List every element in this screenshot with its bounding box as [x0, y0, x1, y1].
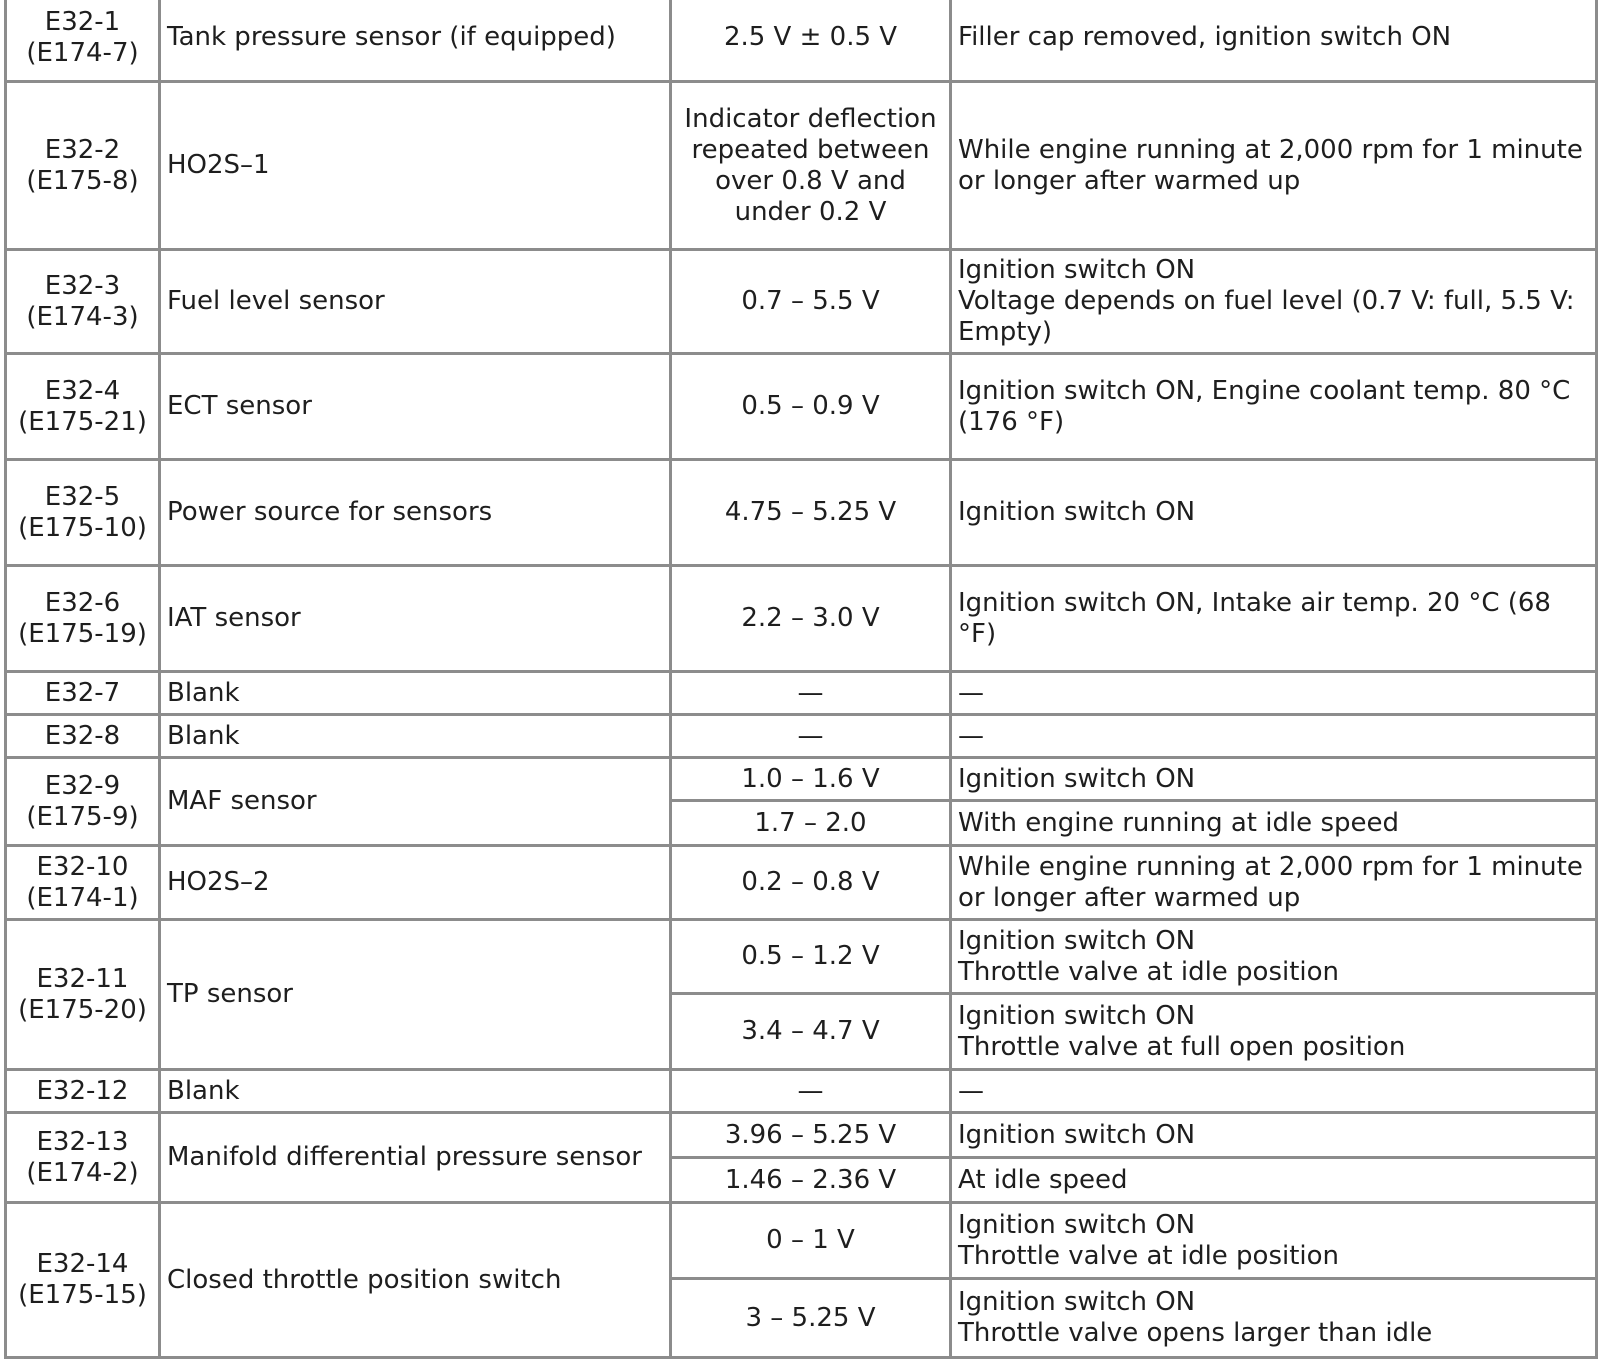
condition-cell — [951, 715, 1597, 758]
condition-line: Voltage depends on fuel level (0.7 V: full, 5.5 V: Empty) — [958, 286, 1575, 347]
terminal-cell — [6, 1070, 160, 1113]
condition-line: Filler cap removed, ignition switch ON — [958, 22, 1452, 52]
voltage-cell: 3.96 – 5.25 V — [671, 1113, 951, 1158]
circuit-cell: MAF sensor — [160, 758, 671, 846]
terminal-cell — [6, 82, 160, 250]
terminal-label: (E175-9) — [26, 801, 139, 832]
condition-line: Ignition switch ON — [958, 497, 1196, 527]
condition-cell — [951, 672, 1597, 715]
condition-cell — [951, 846, 1597, 920]
circuit-cell: HO2S–1 — [160, 82, 671, 250]
condition-line: Ignition switch ON, Intake air temp. 20 °C (68 °F) — [958, 587, 1551, 649]
table-row — [6, 82, 1597, 250]
terminal-label: E32-6 — [44, 587, 121, 618]
condition-cell — [951, 354, 1597, 460]
terminal-cell — [6, 846, 160, 920]
condition-cell — [951, 1070, 1597, 1113]
table-row — [6, 1203, 1597, 1279]
terminal-label: E32-7 — [44, 677, 121, 708]
terminal-label: E32-8 — [44, 720, 121, 751]
terminal-cell — [6, 354, 160, 460]
terminal-cell — [6, 1203, 160, 1358]
condition-cell — [951, 1203, 1597, 1279]
table-row — [6, 1070, 1597, 1113]
circuit-cell: HO2S–2 — [160, 846, 671, 920]
circuit-cell: Blank — [160, 672, 671, 715]
voltage-cell: 3 – 5.25 V — [671, 1279, 951, 1358]
table-row — [6, 672, 1597, 715]
terminal-label: (E175-8) — [26, 165, 139, 196]
table-row — [6, 0, 1597, 82]
terminal-cell — [6, 250, 160, 354]
terminal-label: E32-10 — [36, 851, 129, 882]
terminal-label: E32-11 — [36, 963, 129, 994]
terminal-label: E32-14 — [36, 1249, 129, 1279]
terminal-label: (E175-21) — [18, 406, 147, 437]
terminal-label: E32-1 — [44, 6, 121, 37]
terminal-cell — [6, 672, 160, 715]
voltage-cell: 2.2 – 3.0 V — [671, 566, 951, 672]
circuit-cell: Fuel level sensor — [160, 250, 671, 354]
condition-line: At idle speed — [958, 1164, 1128, 1195]
terminal-cell — [6, 758, 160, 846]
terminal-label: E32-5 — [44, 481, 121, 512]
terminal-label: (E174-7) — [26, 37, 139, 68]
terminal-label: E32-13 — [36, 1126, 129, 1157]
circuit-cell: TP sensor — [160, 920, 671, 1070]
condition-line: Ignition switch ON — [958, 1209, 1196, 1240]
voltage-cell: 0.2 – 0.8 V — [671, 846, 951, 920]
terminal-cell — [6, 715, 160, 758]
voltage-cell: 0 – 1 V — [671, 1203, 951, 1279]
table-row — [6, 715, 1597, 758]
voltage-cell: 0.5 – 0.9 V — [671, 354, 951, 460]
voltage-cell: 1.0 – 1.6 V — [671, 758, 951, 801]
condition-cell — [951, 994, 1597, 1070]
table-row — [6, 1113, 1597, 1158]
condition-line: Throttle valve opens larger than idle — [958, 1318, 1433, 1348]
condition-cell — [951, 250, 1597, 354]
voltage-cell: 2.5 V ± 0.5 V — [671, 0, 951, 82]
condition-line: — — [958, 720, 984, 751]
terminal-label: E32-3 — [44, 270, 121, 301]
condition-line: Ignition switch ON — [958, 925, 1196, 956]
circuit-cell: Closed throttle position switch — [160, 1203, 671, 1358]
circuit-cell: Manifold differential pressure sensor — [160, 1113, 671, 1203]
voltage-cell: — — [671, 672, 951, 715]
circuit-cell: Blank — [160, 715, 671, 758]
voltage-cell: — — [671, 1070, 951, 1113]
terminal-cell — [6, 1113, 160, 1203]
condition-line: Throttle valve at idle position — [958, 956, 1340, 987]
voltage-cell: 1.7 – 2.0 — [671, 801, 951, 846]
condition-line: Ignition switch ON — [958, 1287, 1196, 1317]
terminal-label: (E175-20) — [18, 994, 147, 1025]
terminal-voltage-table — [4, 0, 1598, 1359]
terminal-label: (E175-19) — [18, 618, 147, 649]
condition-cell — [951, 758, 1597, 801]
terminal-cell — [6, 920, 160, 1070]
table-body — [6, 0, 1597, 1358]
circuit-cell: Tank pressure sensor (if equipped) — [160, 0, 671, 82]
terminal-label: E32-9 — [44, 770, 121, 801]
terminal-label: (E174-2) — [26, 1157, 139, 1188]
condition-line: Ignition switch ON — [958, 255, 1196, 285]
table-row — [6, 250, 1597, 354]
condition-cell — [951, 82, 1597, 250]
condition-line: Ignition switch ON, Engine coolant temp. 80 °C (176 °F) — [958, 375, 1571, 437]
terminal-cell — [6, 460, 160, 566]
voltage-cell: — — [671, 715, 951, 758]
voltage-cell: 0.5 – 1.2 V — [671, 920, 951, 994]
condition-line: Throttle valve at idle position — [958, 1240, 1340, 1271]
condition-line: — — [958, 1075, 984, 1106]
condition-cell — [951, 460, 1597, 566]
table-row — [6, 920, 1597, 994]
voltage-cell: Indicator deflection repeated between over 0.8 V and under 0.2 V — [671, 82, 951, 250]
voltage-cell: 3.4 – 4.7 V — [671, 994, 951, 1070]
terminal-label: E32-2 — [44, 134, 121, 165]
condition-cell — [951, 1158, 1597, 1203]
condition-cell — [951, 566, 1597, 672]
terminal-cell — [6, 566, 160, 672]
condition-cell — [951, 0, 1597, 82]
circuit-cell: IAT sensor — [160, 566, 671, 672]
terminal-label: E32-4 — [44, 375, 121, 406]
table-row — [6, 566, 1597, 672]
condition-line: Throttle valve at full open position — [958, 1031, 1406, 1062]
condition-line: — — [958, 677, 984, 708]
terminal-label: (E175-10) — [18, 512, 147, 543]
condition-cell — [951, 920, 1597, 994]
terminal-label: (E174-1) — [26, 882, 139, 913]
condition-line: While engine running at 2,000 rpm for 1 minute or longer after warmed up — [958, 134, 1583, 196]
circuit-cell: ECT sensor — [160, 354, 671, 460]
condition-line: Ignition switch ON — [958, 1119, 1196, 1150]
terminal-cell — [6, 0, 160, 82]
condition-line: Ignition switch ON — [958, 763, 1196, 794]
table-row — [6, 460, 1597, 566]
table-row — [6, 758, 1597, 801]
terminal-label: (E174-3) — [26, 301, 139, 332]
terminal-label: (E175-15) — [18, 1280, 147, 1310]
table-row — [6, 846, 1597, 920]
terminal-label: E32-12 — [36, 1075, 129, 1106]
voltage-cell: 0.7 – 5.5 V — [671, 250, 951, 354]
condition-line: While engine running at 2,000 rpm for 1 minute or longer after warmed up — [958, 851, 1583, 913]
condition-line: Ignition switch ON — [958, 1000, 1196, 1031]
condition-cell — [951, 801, 1597, 846]
voltage-cell: 4.75 – 5.25 V — [671, 460, 951, 566]
circuit-cell: Blank — [160, 1070, 671, 1113]
condition-cell — [951, 1113, 1597, 1158]
table-row — [6, 354, 1597, 460]
circuit-cell: Power source for sensors — [160, 460, 671, 566]
voltage-cell: 1.46 – 2.36 V — [671, 1158, 951, 1203]
condition-cell — [951, 1279, 1597, 1358]
condition-line: With engine running at idle speed — [958, 807, 1399, 838]
